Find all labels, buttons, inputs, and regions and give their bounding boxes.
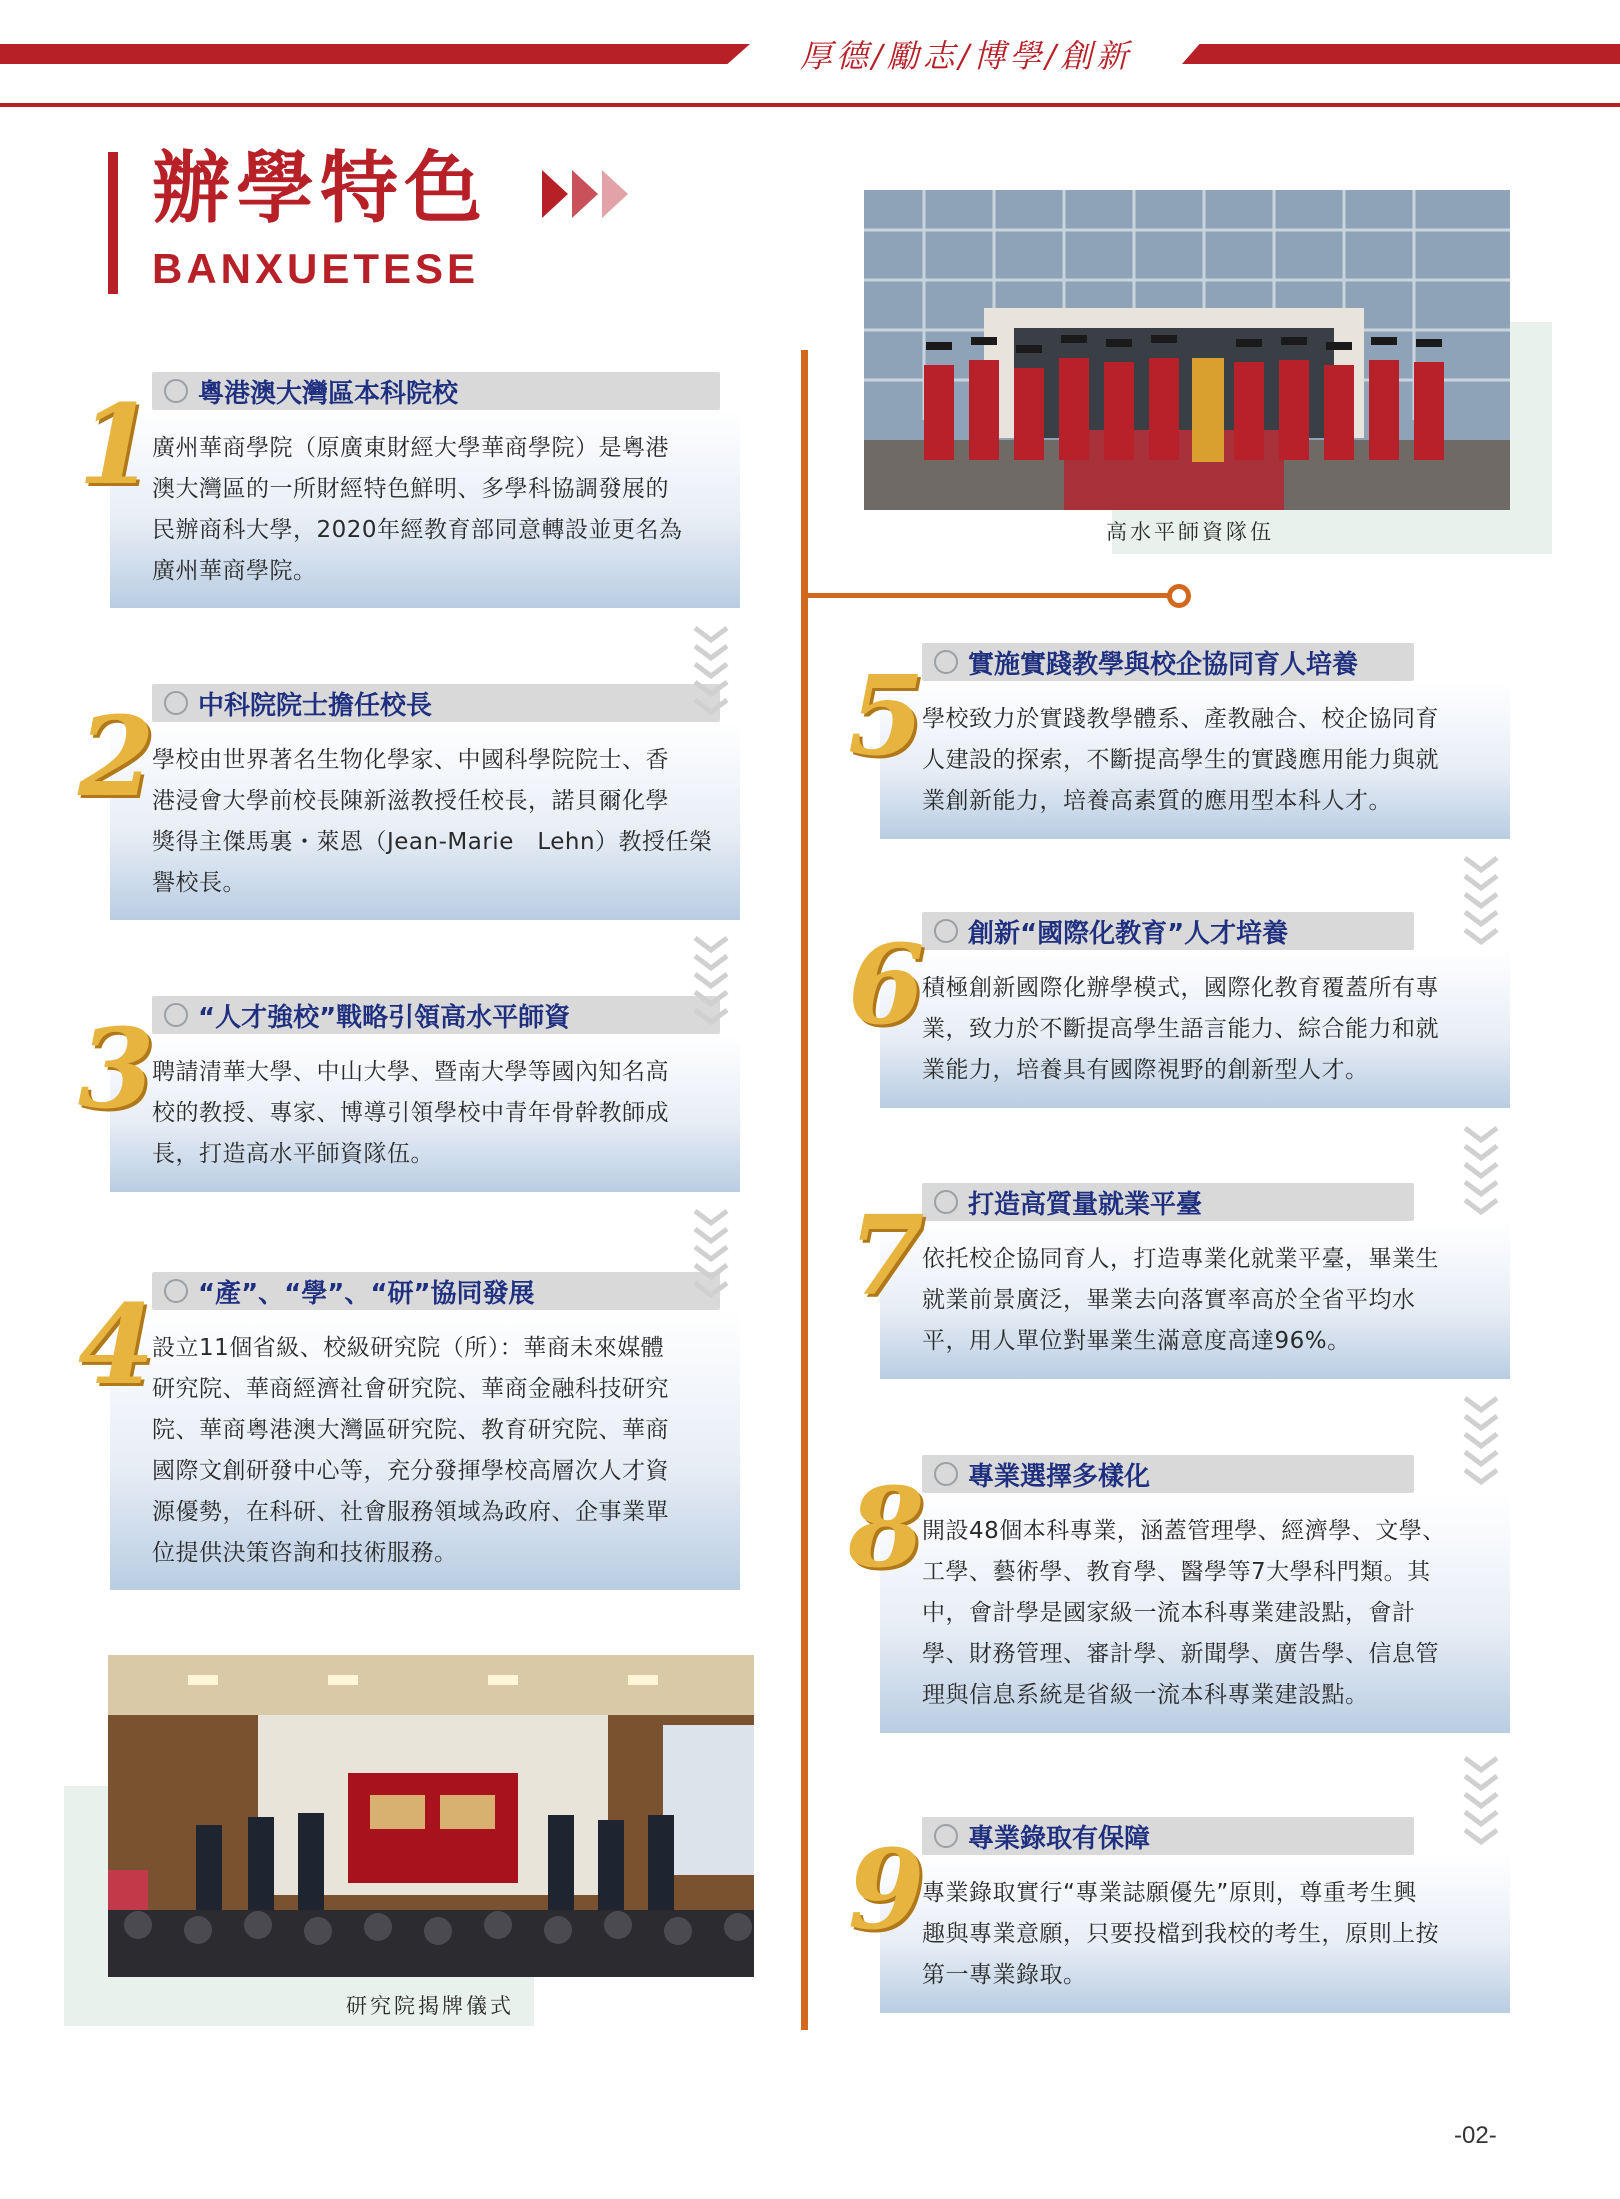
header-bar-left bbox=[0, 44, 750, 64]
feature-block-2 bbox=[78, 684, 740, 920]
feature-number: 6 bbox=[848, 920, 925, 1049]
globe-icon bbox=[164, 379, 188, 403]
timeline-vertical bbox=[801, 350, 808, 2030]
feature-line: 業創新能力，培養高素質的應用型本科人才。 bbox=[922, 788, 1392, 814]
feature-number: 2 bbox=[78, 692, 155, 821]
feature-line: 港浸會大學前校長陳新滋教授任校長，諾貝爾化學 bbox=[152, 788, 669, 814]
feature-line: 學、財務管理、審計學、新聞學、廣告學、信息管 bbox=[922, 1641, 1439, 1667]
header-bar-right bbox=[1182, 44, 1620, 64]
feature-block-1 bbox=[78, 372, 740, 608]
feature-tag-label: 打造高質量就業平臺 bbox=[968, 1189, 1203, 1220]
feature-line: 學校由世界著名生物化學家、中國科學院院士、香 bbox=[152, 747, 669, 773]
timeline-node bbox=[1167, 584, 1191, 608]
feature-tag-label: “產”、“學”、“研”協同發展 bbox=[198, 1278, 535, 1309]
page-title: 辦學特色 bbox=[152, 144, 489, 234]
graduation-cap-icon bbox=[164, 691, 188, 715]
faculty-photo bbox=[864, 190, 1510, 510]
chevron-down-icon bbox=[692, 932, 730, 1032]
feature-line: 院、華商粵港澳大灣區研究院、教育研究院、華商 bbox=[152, 1417, 669, 1443]
header-motto: 厚德/勵志/博學/創新 bbox=[799, 37, 1133, 75]
feature-body bbox=[922, 1873, 1502, 1996]
feature-body bbox=[922, 968, 1502, 1091]
feature-number: 7 bbox=[848, 1191, 925, 1320]
feature-line: 源優勢，在科研、社會服務領域為政府、企事業單 bbox=[152, 1499, 669, 1525]
feature-tag bbox=[922, 1183, 1414, 1221]
chart-icon bbox=[934, 1462, 958, 1486]
feature-line: 位提供決策咨詢和技術服務。 bbox=[152, 1540, 458, 1566]
feature-tag-label: 專業選擇多樣化 bbox=[968, 1461, 1151, 1492]
header-rule bbox=[0, 103, 1620, 107]
feature-line: 廣州華商學院（原廣東財經大學華商學院）是粵港 bbox=[152, 435, 669, 461]
feature-tag-label: 粵港澳大灣區本科院校 bbox=[198, 378, 459, 409]
feature-line: 廣州華商學院。 bbox=[152, 558, 317, 584]
feature-tag-label: 專業錄取有保障 bbox=[968, 1823, 1151, 1854]
feature-tag bbox=[922, 1455, 1414, 1493]
page-number: -02- bbox=[1454, 2122, 1497, 2149]
feature-body bbox=[152, 740, 732, 904]
feature-line: 長，打造高水平師資隊伍。 bbox=[152, 1141, 434, 1167]
page-title-english: BANXUETESE bbox=[152, 245, 480, 292]
chevron-down-icon bbox=[1462, 1122, 1500, 1222]
feature-line: 獎得主傑馬裏・萊恩（Jean-Marie Lehn）教授任榮 bbox=[152, 829, 713, 855]
feature-line: 聘請清華大學、中山大學、暨南大學等國內知名高 bbox=[152, 1059, 669, 1085]
globe-icon bbox=[934, 919, 958, 943]
feature-tag bbox=[922, 912, 1414, 950]
chevron-down-icon bbox=[692, 1205, 730, 1305]
ceremony-photo bbox=[108, 1655, 754, 1977]
feature-tag-label: 實施實踐教學與校企協同育人培養 bbox=[968, 649, 1359, 680]
feature-number: 8 bbox=[848, 1463, 925, 1592]
feature-number: 1 bbox=[78, 380, 155, 509]
feature-number: 3 bbox=[78, 1004, 155, 1133]
chevron-down-icon bbox=[1462, 852, 1500, 952]
feature-line: 業能力，培養具有國際視野的創新型人才。 bbox=[922, 1057, 1369, 1083]
feature-block-5 bbox=[848, 643, 1510, 839]
feature-number: 4 bbox=[78, 1280, 155, 1409]
feature-tag-label: “人才強校”戰略引領高水平師資 bbox=[198, 1002, 571, 1033]
feature-line: 中，會計學是國家級一流本科專業建設點，會計 bbox=[922, 1600, 1416, 1626]
feature-body bbox=[152, 428, 732, 592]
chevron-down-icon bbox=[692, 622, 730, 722]
faculty-photo-caption: 高水平師資隊伍 bbox=[1106, 520, 1274, 544]
cooperation-icon bbox=[164, 1279, 188, 1303]
feature-line: 開設48個本科專業，涵蓋管理學、經濟學、文學、 bbox=[922, 1518, 1446, 1544]
feature-line: 研究院、華商經濟社會研究院、華商金融科技研究 bbox=[152, 1376, 669, 1402]
feature-block-4 bbox=[78, 1272, 740, 1590]
feature-block-3 bbox=[78, 996, 740, 1192]
triple-arrow-icon bbox=[542, 168, 642, 220]
ceremony-photo-caption: 研究院揭牌儀式 bbox=[346, 1994, 514, 2018]
feature-body bbox=[922, 1239, 1502, 1362]
feature-line: 設立11個省級、校級研究院（所）：華商未來媒體 bbox=[152, 1335, 665, 1361]
feature-number: 9 bbox=[848, 1825, 925, 1954]
feature-line: 積極創新國際化辦學模式，國際化教育覆蓋所有專 bbox=[922, 975, 1439, 1001]
feature-tag bbox=[152, 372, 720, 410]
feature-number: 5 bbox=[848, 651, 925, 780]
feature-tag bbox=[152, 684, 720, 722]
feature-block-8 bbox=[848, 1455, 1510, 1733]
feature-line: 人建設的探索，不斷提高學生的實踐應用能力與就 bbox=[922, 747, 1439, 773]
feature-block-6 bbox=[848, 912, 1510, 1108]
feature-line: 譽校長。 bbox=[152, 870, 246, 896]
feature-body bbox=[152, 1052, 732, 1175]
chevron-down-icon bbox=[1462, 1392, 1500, 1492]
feature-line: 趣與專業意願，只要投檔到我校的考生，原則上按 bbox=[922, 1921, 1439, 1947]
feature-body bbox=[152, 1328, 732, 1574]
people-network-icon bbox=[164, 1003, 188, 1027]
ceremony-photo-image bbox=[108, 1655, 754, 1977]
feature-tag bbox=[152, 996, 720, 1034]
feature-line: 就業前景廣泛，畢業去向落實率高於全省平均水 bbox=[922, 1287, 1416, 1313]
faculty-photo-image bbox=[864, 190, 1510, 510]
feature-body bbox=[922, 699, 1502, 822]
feature-tag bbox=[152, 1272, 720, 1310]
title-accent-bar bbox=[108, 152, 118, 294]
feature-line: 澳大灣區的一所財經特色鮮明、多學科協調發展的 bbox=[152, 476, 669, 502]
feature-line: 國際文創研發中心等，充分發揮學校高層次人才資 bbox=[152, 1458, 669, 1484]
magnifier-icon bbox=[934, 1190, 958, 1214]
feature-block-9 bbox=[848, 1817, 1510, 2013]
feature-line: 第一專業錄取。 bbox=[922, 1962, 1087, 1988]
feature-line: 平，用人單位對畢業生滿意度高達96%。 bbox=[922, 1328, 1351, 1354]
feature-line: 工學、藝術學、教育學、醫學等7大學科門類。其 bbox=[922, 1559, 1431, 1585]
feature-line: 依托校企協同育人，打造專業化就業平臺，畢業生 bbox=[922, 1246, 1439, 1272]
feature-tag bbox=[922, 1817, 1414, 1855]
feature-tag bbox=[922, 643, 1414, 681]
feature-line: 理與信息系統是省級一流本科專業建設點。 bbox=[922, 1682, 1369, 1708]
feature-tag-label: 創新“國際化教育”人才培養 bbox=[968, 918, 1289, 949]
chevron-down-icon bbox=[1462, 1752, 1500, 1852]
feature-line: 業，致力於不斷提高學生語言能力、綜合能力和就 bbox=[922, 1016, 1439, 1042]
feature-line: 專業錄取實行“專業誌願優先”原則，尊重考生興 bbox=[922, 1880, 1417, 1906]
feature-line: 民辦商科大學，2020年經教育部同意轉設並更名為 bbox=[152, 517, 683, 543]
feature-line: 校的教授、專家、博導引領學校中青年骨幹教師成 bbox=[152, 1100, 669, 1126]
timeline-branch bbox=[808, 593, 1178, 598]
handshake-icon bbox=[934, 650, 958, 674]
target-icon bbox=[934, 1824, 958, 1848]
feature-line: 學校致力於實踐教學體系、產教融合、校企協同育 bbox=[922, 706, 1439, 732]
feature-body bbox=[922, 1511, 1502, 1716]
feature-block-7 bbox=[848, 1183, 1510, 1379]
feature-tag-label: 中科院院士擔任校長 bbox=[198, 690, 433, 721]
